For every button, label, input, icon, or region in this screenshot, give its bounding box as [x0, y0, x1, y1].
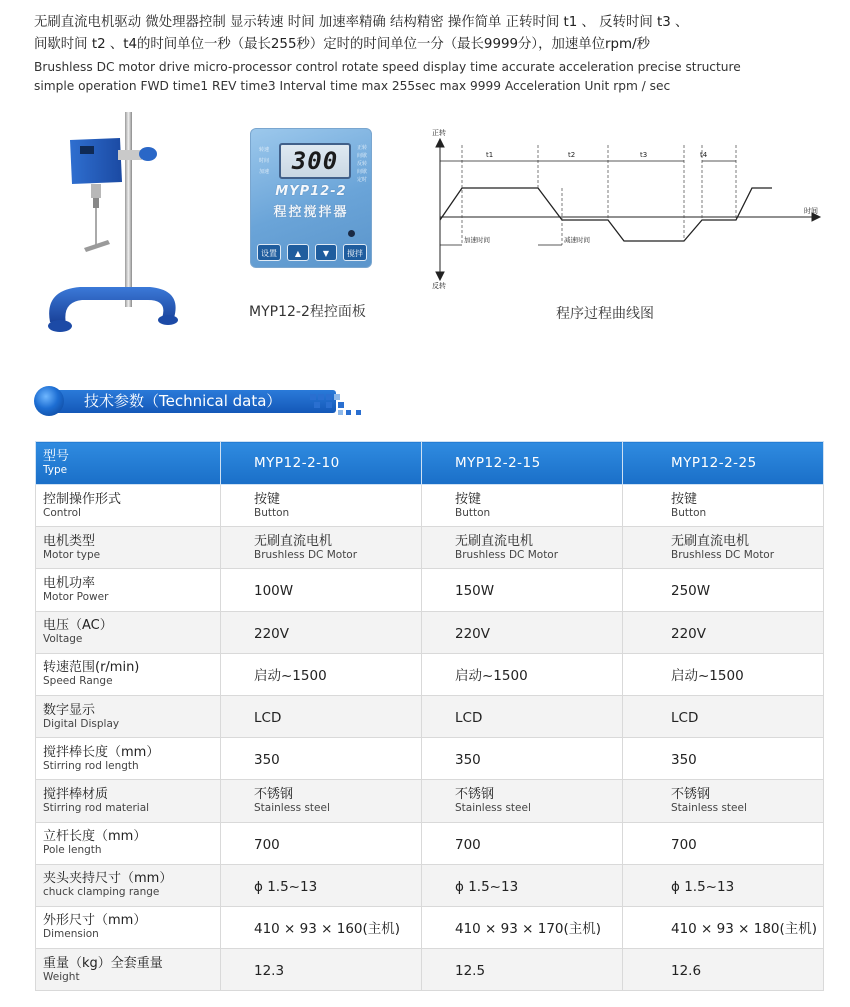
table-cell	[623, 653, 824, 695]
panel-caption: MYP12-2程控面板	[249, 304, 366, 320]
cell-value: 启动~1500	[254, 668, 327, 685]
interval-t3: t3	[640, 151, 648, 159]
cell-value-cn: 不锈钢	[455, 786, 495, 802]
table-cell	[422, 485, 623, 527]
cell-value: 启动~1500	[671, 668, 744, 685]
down-button[interactable]: ▼	[315, 244, 337, 261]
table-cell	[623, 738, 824, 780]
panel-tag-left-3: 加速	[259, 169, 270, 175]
table-cell	[221, 864, 422, 906]
cell-value: LCD	[455, 710, 483, 727]
panel-tag-left-1: 转速	[259, 147, 270, 153]
row-label	[36, 949, 221, 991]
row-label-en: Control	[43, 506, 81, 519]
interval-t2: t2	[568, 151, 576, 159]
table-row	[36, 822, 824, 864]
cell-value-cn: 按键	[671, 491, 698, 507]
cell-value: 220V	[455, 625, 491, 642]
cell-value: 12.5	[455, 963, 486, 980]
row-label-en: Weight	[43, 970, 80, 983]
row-label	[36, 864, 221, 906]
row-label-cn: 立杆长度（mm）	[43, 829, 147, 845]
row-label-en: Stirring rod length	[43, 759, 139, 772]
cell-value: 12.3	[254, 963, 285, 980]
cell-value: ϕ 1.5~13	[455, 878, 519, 895]
set-button[interactable]: 设置	[257, 244, 281, 261]
row-label-cn: 搅拌棒材质	[43, 786, 109, 802]
section-bullet-icon	[34, 386, 64, 416]
cell-value: 150W	[455, 583, 495, 600]
cell-value: 250W	[671, 583, 711, 600]
curve-label-time: 时间	[804, 207, 818, 215]
curve-caption: 程序过程曲线图	[556, 306, 654, 322]
table-cell	[221, 611, 422, 653]
intro-text	[34, 12, 834, 96]
row-label	[36, 738, 221, 780]
table-cell	[221, 569, 422, 611]
table-row	[36, 738, 824, 780]
technical-data-table	[35, 441, 824, 991]
cell-value-en: Button	[671, 506, 707, 519]
table-cell	[623, 906, 824, 948]
cell-value: LCD	[254, 710, 282, 727]
panel-product-name: 程控搅拌器	[273, 205, 349, 220]
cell-value-en: Stainless steel	[455, 801, 531, 814]
curve-label-reverse: 反转	[432, 282, 446, 290]
row-label-en: Motor type	[43, 548, 101, 561]
table-cell	[422, 653, 623, 695]
indicator-light	[348, 230, 355, 237]
table-cell	[623, 949, 824, 991]
row-label	[36, 822, 221, 864]
interval-t4: t4	[700, 151, 708, 159]
table-cell	[623, 780, 824, 822]
interval-t1: t1	[486, 151, 494, 159]
cell-value-cn: 无刷直流电机	[671, 533, 750, 549]
panel-model-label: MYP12-2	[275, 184, 347, 199]
cell-value: 350	[671, 752, 697, 769]
table-cell	[221, 949, 422, 991]
table-cell	[623, 569, 824, 611]
table-cell	[422, 695, 623, 737]
header-model-2: MYP12-2-15	[422, 442, 623, 485]
cell-value: 220V	[671, 625, 707, 642]
cell-value: 700	[254, 836, 280, 853]
row-label-cn: 转速范围(r/min)	[43, 660, 140, 676]
stir-button[interactable]: 搅拌	[343, 244, 367, 261]
row-label-en: Speed Range	[43, 675, 113, 688]
table-cell	[623, 822, 824, 864]
panel-tag-right-1: 正转	[357, 145, 368, 151]
row-label-cn: 重量（kg）全套重量	[43, 955, 163, 971]
table-cell	[221, 485, 422, 527]
row-label-en: chuck clamping range	[43, 886, 160, 899]
cell-value: 700	[455, 836, 481, 853]
table-cell	[422, 822, 623, 864]
row-label-en: Stirring rod material	[43, 801, 150, 814]
table-cell	[221, 738, 422, 780]
panel-tag-right-2: 间歇	[357, 153, 368, 159]
row-label	[36, 527, 221, 569]
table-cell	[422, 864, 623, 906]
cell-value: LCD	[671, 710, 699, 727]
table-cell	[221, 653, 422, 695]
table-cell	[623, 611, 824, 653]
cell-value: ϕ 1.5~13	[254, 878, 318, 895]
table-row	[36, 611, 824, 653]
row-label-cn: 控制操作形式	[43, 491, 122, 507]
cell-value: 700	[671, 836, 697, 853]
cell-value-en: Stainless steel	[254, 801, 330, 814]
intro-chinese: 无刷直流电机驱动 微处理器控制 显示转速 时间 加速率精确 结构精密 操作简单 正转时间 t1 、 反转时间 t3 、 间歇时间 t2 、t4的时间单位一秒（最长255秒）定时的时间单位一分（最长9999分），加速单位rpm/秒	[34, 15, 689, 52]
table-cell	[221, 822, 422, 864]
table-cell	[422, 738, 623, 780]
table-cell	[422, 780, 623, 822]
cell-value: 350	[254, 752, 280, 769]
row-label	[36, 485, 221, 527]
cell-value-cn: 不锈钢	[254, 786, 294, 802]
intro-english: Brushless DC motor drive micro-processor control rotate speed display time accurate acceleration precise structure simple operation FWD time1 REV time3 Interval time max 255sec max 9999 Acceleration Unit rpm / sec	[34, 60, 741, 93]
cell-value-cn: 无刷直流电机	[254, 533, 333, 549]
row-label-cn: 电压（AC）	[43, 618, 113, 634]
curve-label-accel: 加速时间	[464, 236, 490, 244]
cell-value-cn: 无刷直流电机	[455, 533, 534, 549]
row-label-en: Pole length	[43, 844, 102, 857]
row-label	[36, 569, 221, 611]
table-cell	[623, 527, 824, 569]
table-cell	[623, 695, 824, 737]
row-label-en: Motor Power	[43, 590, 109, 603]
row-label-cn: 搅拌棒长度（mm）	[43, 744, 160, 760]
table-cell	[221, 780, 422, 822]
table-header-row	[36, 442, 824, 485]
table-row	[36, 569, 824, 611]
row-label	[36, 780, 221, 822]
process-curve-diagram	[426, 125, 826, 290]
curve-label-decel: 减速时间	[564, 236, 590, 244]
cell-value-en: Brushless DC Motor	[254, 548, 358, 561]
cell-value: 12.6	[671, 963, 702, 980]
row-label-en: Voltage	[43, 633, 83, 646]
cell-value-cn: 按键	[455, 491, 482, 507]
table-row	[36, 527, 824, 569]
cell-value: ϕ 1.5~13	[671, 878, 735, 895]
row-label	[36, 906, 221, 948]
table-cell	[422, 906, 623, 948]
cell-value-en: Brushless DC Motor	[455, 548, 559, 561]
header-type	[36, 442, 221, 485]
row-label	[36, 695, 221, 737]
table-row	[36, 780, 824, 822]
table-cell	[422, 949, 623, 991]
table-row	[36, 864, 824, 906]
table-row	[36, 653, 824, 695]
cell-value-en: Brushless DC Motor	[671, 548, 775, 561]
table-cell	[422, 569, 623, 611]
header-type-en: Type	[43, 464, 68, 476]
table-cell	[221, 906, 422, 948]
control-panel	[250, 128, 372, 268]
section-title: 技术参数（Technical data）	[84, 392, 282, 410]
curve-label-forward: 正转	[432, 129, 446, 137]
panel-tag-right-3: 反转	[357, 161, 368, 167]
table-body	[36, 485, 824, 991]
row-label-en: Digital Display	[43, 717, 120, 730]
row-label-cn: 外形尺寸（mm）	[43, 913, 147, 929]
panel-tag-left-2: 时间	[259, 158, 270, 164]
header-model-3: MYP12-2-25	[623, 442, 824, 485]
table-cell	[623, 485, 824, 527]
cell-value-en: Button	[455, 506, 491, 519]
cell-value-cn: 不锈钢	[671, 786, 711, 802]
cell-value: 启动~1500	[455, 668, 528, 685]
up-button[interactable]: ▲	[287, 244, 309, 261]
cell-value: 350	[455, 752, 481, 769]
panel-tag-right-4: 间歇	[357, 169, 368, 175]
table-cell	[623, 864, 824, 906]
table-cell	[221, 695, 422, 737]
row-label-cn: 夹头夹持尺寸（mm）	[43, 871, 173, 887]
table-cell	[221, 527, 422, 569]
cell-value: 410 × 93 × 170(主机)	[455, 921, 602, 938]
row-label	[36, 653, 221, 695]
cell-value-en: Button	[254, 506, 290, 519]
table-row	[36, 485, 824, 527]
cell-value: 410 × 93 × 160(主机)	[254, 921, 401, 938]
cell-value-en: Stainless steel	[671, 801, 747, 814]
table-cell	[422, 611, 623, 653]
row-label-cn: 数字显示	[43, 702, 96, 718]
row-label-cn: 电机类型	[43, 533, 96, 549]
table-cell	[422, 527, 623, 569]
row-label	[36, 611, 221, 653]
table-row	[36, 695, 824, 737]
cell-value-cn: 按键	[254, 491, 281, 507]
table-row	[36, 949, 824, 991]
cell-value: 410 × 93 × 180(主机)	[671, 921, 818, 938]
header-model-1: MYP12-2-10	[221, 442, 422, 485]
lcd-display: 300	[279, 143, 351, 179]
cell-value: 220V	[254, 625, 290, 642]
header-type-cn: 型号	[43, 449, 70, 464]
table-row	[36, 906, 824, 948]
row-label-en: Dimension	[43, 928, 99, 941]
panel-tag-right-5: 定时	[357, 177, 368, 183]
row-label-cn: 电机功率	[43, 575, 96, 591]
pixel-decoration-icon	[310, 392, 370, 416]
section-header	[34, 386, 364, 416]
cell-value: 100W	[254, 583, 294, 600]
stirrer-product-image	[40, 112, 190, 344]
